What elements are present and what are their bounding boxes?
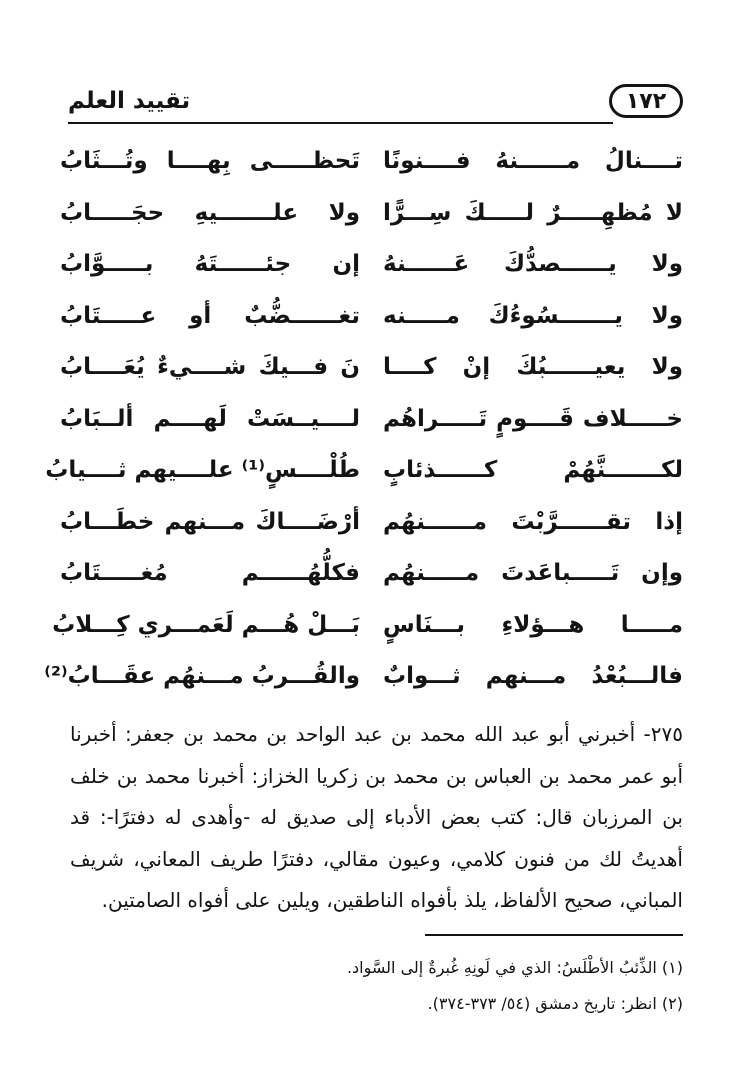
- verse-first-hemistich: ولا يعيــــــبُكَ إنْ كــــا: [383, 354, 683, 380]
- verse-first-hemistich: تــــنالُ مــــــنهُ فــــنونًا: [383, 148, 683, 174]
- verse-first-hemistich: لكـــــــنَّهُمْ كــــــذئابٍ: [383, 457, 683, 483]
- verse-second-hemistich: فكلُّهُــــــم مُغـــــتَابُ: [60, 560, 360, 586]
- running-title: تقييد العلم: [68, 88, 191, 114]
- verse-second-hemistich: بَـــلْ هُـــم لَعَمـــري كِـــلابُ: [52, 611, 360, 638]
- verse-first-hemistich: ولا يــــــصدُّكَ عَــــــنهُ: [383, 251, 683, 277]
- verse: [60, 509, 683, 561]
- narration-paragraph: ٢٧٥- أخبرني أبو عبد الله محمد بن عبد الواحد بن محمد بن جعفر: أخبرنا أبو عمر محمد بن العباس بن محمد بن زكريا الخزاز: أخبرنا محمد بن خلف بن المرزبان قال: كتب بعض الأدباء إلى صديق له -وأهدى له دفترًا-: قد أهديتُ لك من فنون كلامي، وعيون مقالي، دفترًا طريف المعاني، شريف المباني، صحيح الألفاظ، يلذ بأفواه الناطقين، ويلين على أفواه الصامتين.: [70, 722, 683, 912]
- page-number-badge: ١٧٢: [609, 84, 683, 118]
- verse: [45, 457, 683, 509]
- verse-first-hemistich: فالـــبُعْدُ مـــنهم ثـــوابٌ: [383, 663, 683, 689]
- verse-first-hemistich: إذا تقــــــرَّبْتَ مــــــنهُم: [383, 508, 683, 535]
- verse-second-hemistich: طُلْــــسٍ⁽¹⁾ علــــيهم ثــــيابُ: [45, 457, 360, 483]
- verse-second-hemistich: تَحظـــــى بِهــــا وتُـــثَابُ: [60, 148, 360, 174]
- footnotes: [70, 950, 683, 1022]
- page-header: [68, 82, 683, 126]
- verse: [52, 611, 683, 664]
- verse: [60, 303, 683, 355]
- verse-second-hemistich: إن جئــــــتَهُ بـــــوَّابُ: [60, 251, 360, 277]
- verse-second-hemistich: ولا علـــــــيهِ حجَـــــابُ: [60, 199, 360, 226]
- verse-first-hemistich: ولا يـــــــسُوءُكَ مـــــنه: [383, 302, 683, 329]
- verse: [60, 560, 683, 612]
- verse: [60, 251, 683, 303]
- verse-first-hemistich: وإن تَـــــباعَدتَ مـــــنهُم: [383, 560, 683, 586]
- footnote-1: (١) الذِّئبُ الأطْلَسُ: الذي في لَونِهِ غُبرةٌ إلى السَّواد.: [346, 958, 683, 977]
- footnote-separator: [425, 934, 683, 936]
- verse-first-hemistich: خـــــلاف قَــــومٍ تَـــــراهُم: [383, 405, 683, 432]
- footnote-2: (٢) انظر: تاريخ دمشق (٥٤/ ٣٧٣-٣٧٤).: [427, 994, 683, 1013]
- verse: [60, 354, 683, 406]
- poem: [44, 148, 683, 715]
- verse: [60, 148, 683, 200]
- verse-second-hemistich: لــــيــسَتْ لَهــــم ألــبَابُ: [60, 405, 360, 432]
- verse-second-hemistich: أرْضَــــاكَ مـــنهم خطَـــابُ: [60, 508, 360, 535]
- verse-first-hemistich: لا مُظهِـــــرٌ لـــــكَ سِـــرًّا: [383, 199, 683, 226]
- header-rule: [68, 122, 613, 124]
- verse: [60, 406, 683, 458]
- verse: [44, 663, 683, 715]
- verse-first-hemistich: مـــــا هـــؤلاءِ بـــنَاسٍ: [383, 611, 683, 638]
- verse-second-hemistich: نَ فـــيكَ شــــيءٌ يُعَــــابُ: [60, 354, 360, 380]
- verse-second-hemistich: والقُـــربُ مـــنهُم عقَـــابُ⁽²⁾: [44, 663, 360, 689]
- verse-second-hemistich: تغــــــضُّبٌ أو عـــــتَابُ: [60, 302, 360, 329]
- verse: [60, 200, 683, 252]
